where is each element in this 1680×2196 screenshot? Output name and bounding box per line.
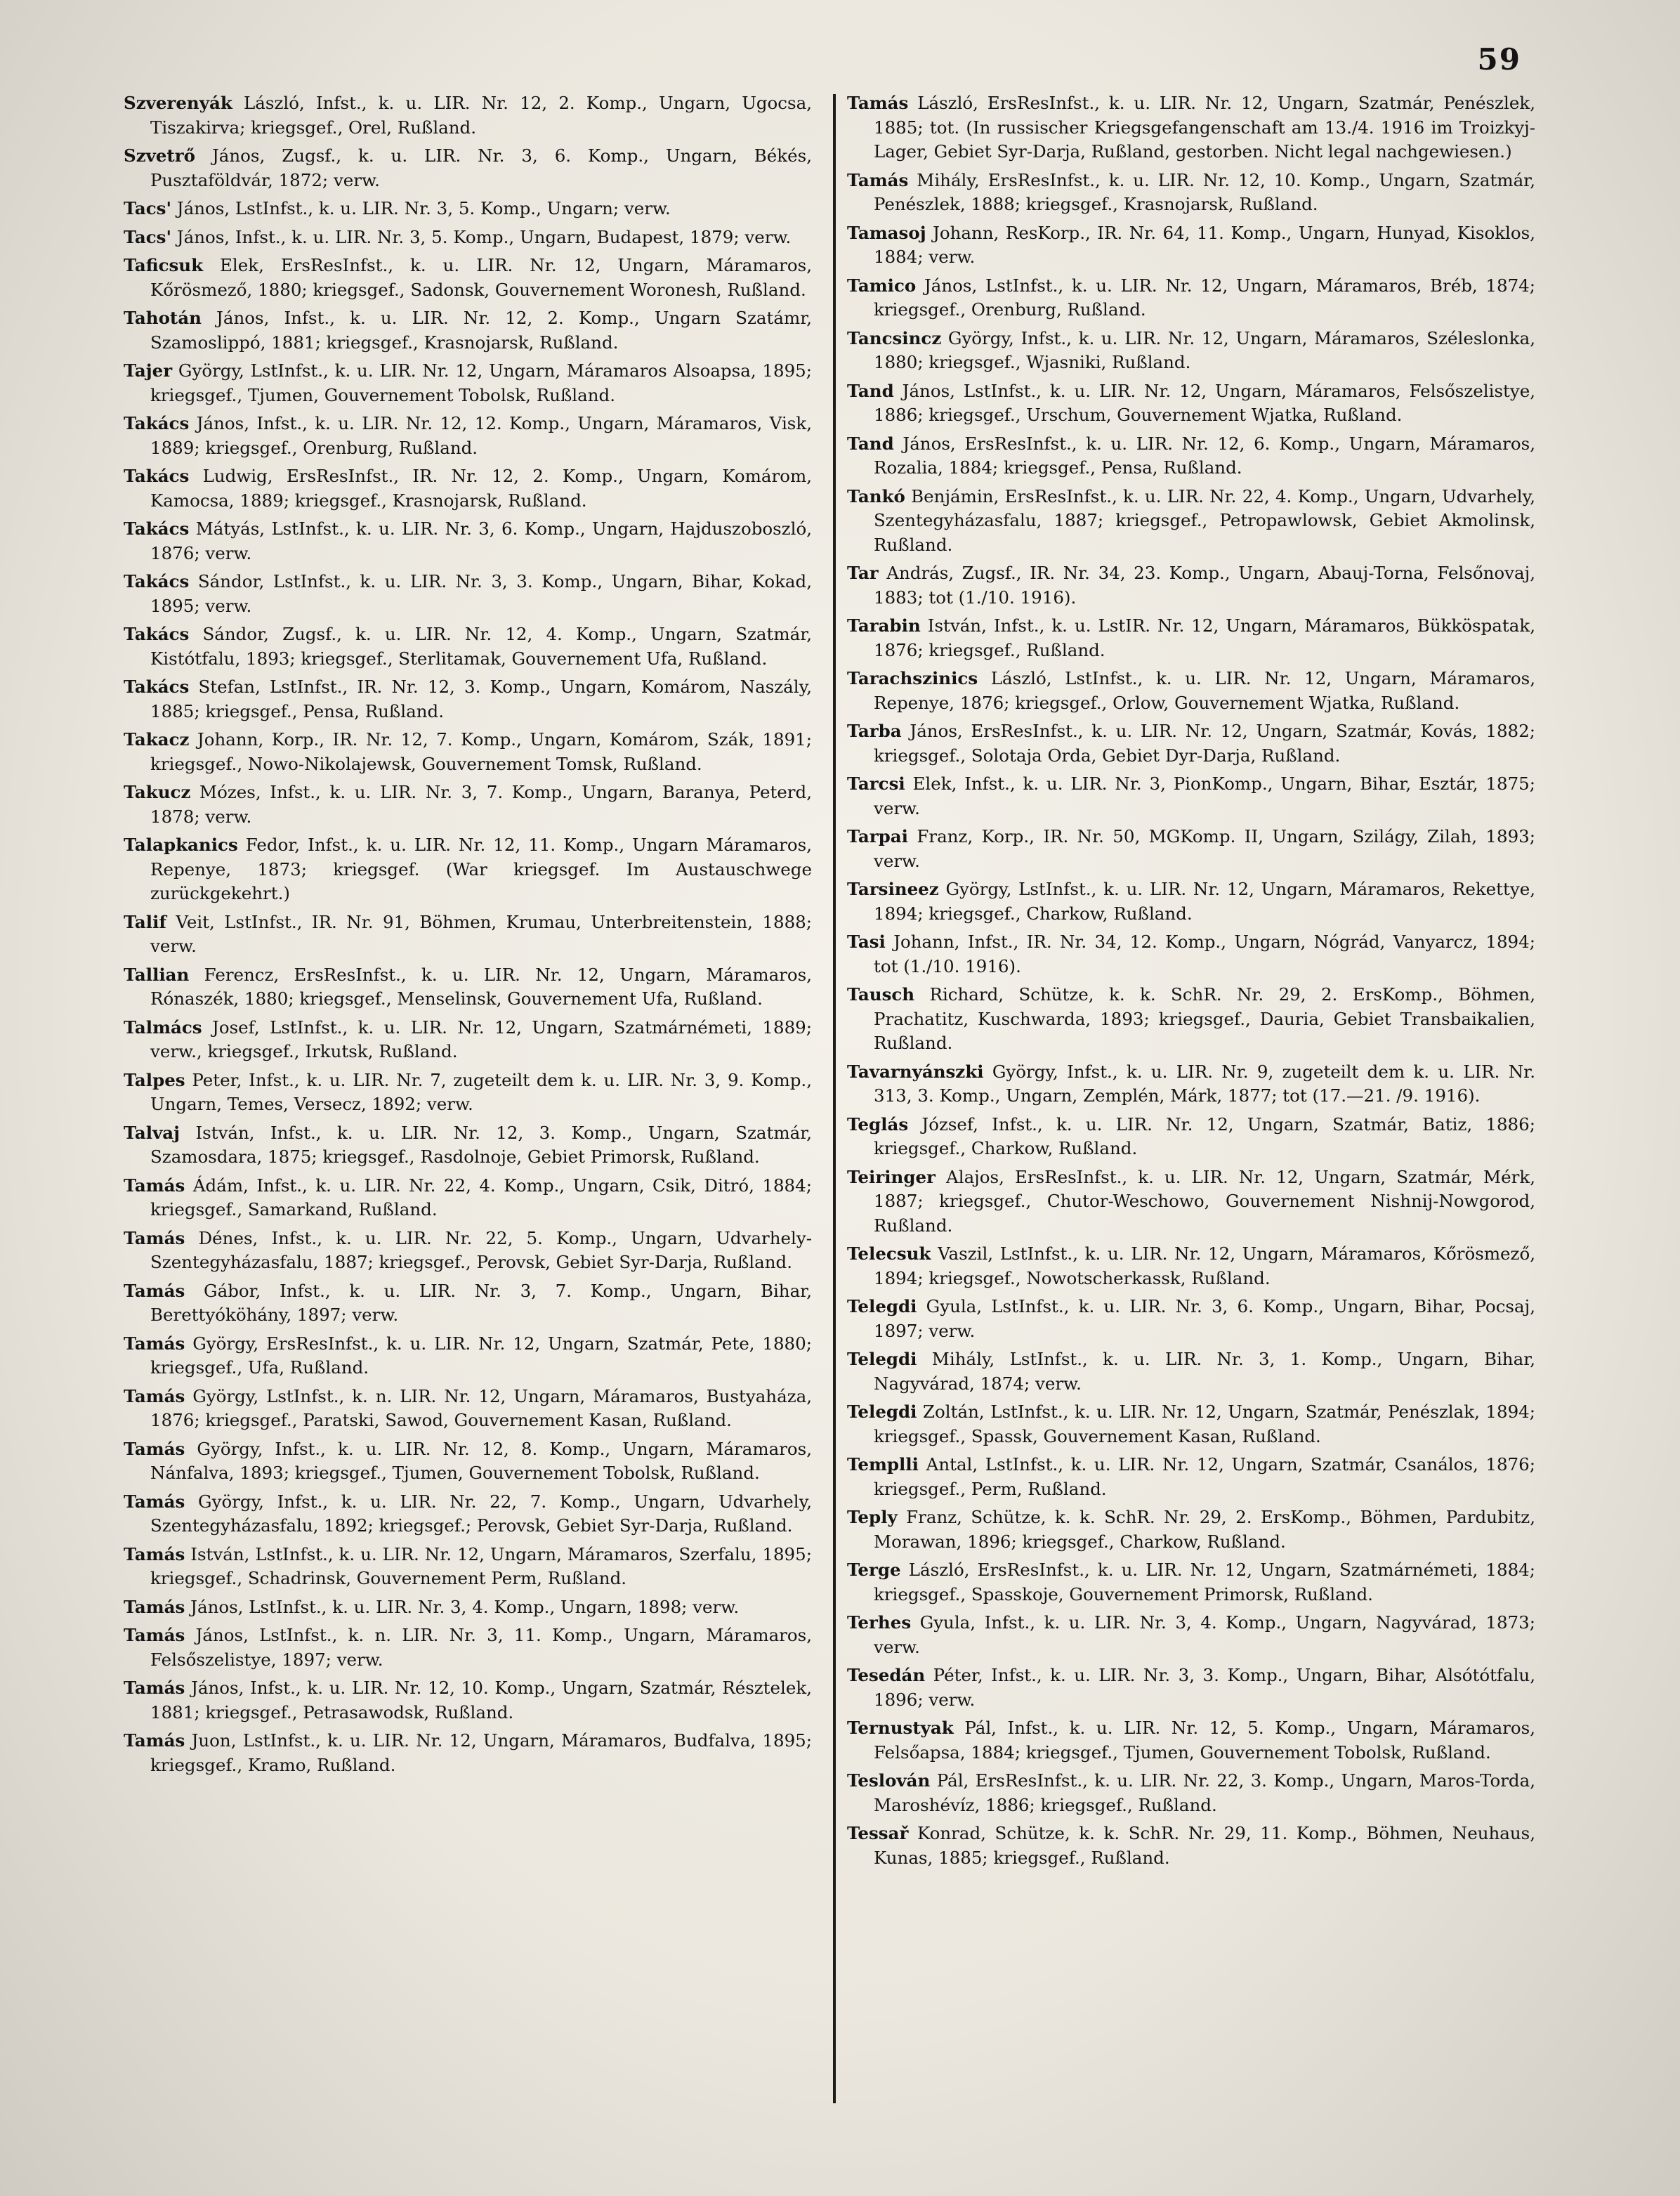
entry-details: Johann, ResKorp., IR. Nr. 64, 11. Komp., Ungarn, Hunyad, Kisoklos, 1884; verw. [874, 222, 1535, 267]
entry-surname: Terhes [847, 1612, 912, 1633]
entry-surname: Tajer [124, 360, 173, 381]
register-entry [124, 728, 812, 776]
register-entry [847, 274, 1535, 322]
register-entry [847, 719, 1535, 768]
entry-details: Mihály, ErsResInfst., k. u. LIR. Nr. 12, 10. Komp., Ungarn, Szatmár, Penészlek, 1888; kriegsgef., Krasnojarsk, Rußland. [874, 169, 1535, 214]
entry-surname: Tarsineez [847, 879, 939, 899]
register-entry [847, 1060, 1535, 1109]
entry-details: István, Infst., k. u. LstIR. Nr. 12, Ungarn, Máramaros, Bükköspatak, 1876; kriegsgef., Rußland. [874, 615, 1535, 660]
entry-details: László, Infst., k. u. LIR. Nr. 12, 2. Komp., Ungarn, Ugocsa, Tiszakirva; kriegsgef., Orel, Rußland. [150, 93, 812, 138]
register-entry [124, 1121, 812, 1170]
register-entry [124, 1174, 812, 1222]
entry-surname: Takács [124, 518, 190, 539]
register-entry [124, 197, 812, 221]
entry-details: Mózes, Infst., k. u. LIR. Nr. 3, 7. Komp., Ungarn, Baranya, Peterd, 1878; verw. [150, 782, 812, 827]
entry-surname: Tamás [124, 1625, 185, 1645]
register-entry [124, 622, 812, 671]
entry-details: János, LstInfst., k. u. LIR. Nr. 12, Ungarn, Máramaros, Bréb, 1874; kriegsgef., Orenburg, Rußland. [874, 275, 1535, 320]
entry-details: János, Zugsf., k. u. LIR. Nr. 3, 6. Komp., Ungarn, Békés, Pusztaföldvár, 1872; verw. [150, 145, 812, 190]
entry-details: Gyula, LstInfst., k. u. LIR. Nr. 3, 6. Komp., Ungarn, Bihar, Pocsaj, 1897; verw. [874, 1296, 1535, 1341]
entry-details: Antal, LstInfst., k. u. LIR. Nr. 12, Ungarn, Szatmár, Csanálos, 1876; kriegsgef., Perm, Rußland. [874, 1454, 1535, 1499]
entry-details: Peter, Infst., k. u. LIR. Nr. 7, zugeteilt dem k. u. LIR. Nr. 3, 9. Komp., Ungarn, Temes, Versecz, 1892; verw. [150, 1069, 812, 1114]
entry-details: László, LstInfst., k. u. LIR. Nr. 12, Ungarn, Máramaros, Repenye, 1876; kriegsgef., Orlow, Gouvernement Wjatka, Rußland. [874, 668, 1535, 713]
register-entry [124, 675, 812, 724]
entry-surname: Tancsincz [847, 327, 942, 348]
entry-surname: Tamasoj [847, 222, 926, 243]
entry-details: Fedor, Infst., k. u. LIR. Nr. 12, 11. Komp., Ungarn Máramaros, Repenye, 1873; kriegsgef. (War kriegsgef. Im Austauschwege zurückgekehrt.) [150, 835, 812, 903]
entry-details: János, Infst., k. u. LIR. Nr. 12, 12. Komp., Ungarn, Máramaros, Visk, 1889; kriegsgef., Orenburg, Rußland. [150, 413, 812, 458]
entry-details: György, Infst., k. u. LIR. Nr. 12, 8. Komp., Ungarn, Máramaros, Nánfalva, 1893; kriegsgef., Tjumen, Gouvernement Tobolsk, Rußland. [150, 1438, 812, 1483]
entry-surname: Tessař [847, 1823, 909, 1843]
register-entry [847, 327, 1535, 375]
entry-details: István, Infst., k. u. LIR. Nr. 12, 3. Komp., Ungarn, Szatmár, Szamosdara, 1875; kriegsgef., Rasdolnoje, Gebiet Primorsk, Rußland. [150, 1122, 812, 1167]
entry-details: Franz, Schütze, k. k. SchR. Nr. 29, 2. ErsKomp., Böhmen, Pardubitz, Morawan, 1896; kriegsgef., Charkow, Rußland. [874, 1507, 1535, 1552]
entry-details: Pál, Infst., k. u. LIR. Nr. 12, 5. Komp., Ungarn, Máramaros, Felsőapsa, 1884; kriegsgef., Tjumen, Gouvernement Tobolsk, Rußland. [874, 1718, 1535, 1763]
entry-details: Dénes, Infst., k. u. LIR. Nr. 22, 5. Komp., Ungarn, Udvarhely-Szentegyházasfalu, 1887; kriegsgef., Perovsk, Gebiet Syr-Darja, Rußland. [150, 1227, 812, 1272]
register-entry [124, 412, 812, 460]
register-entry [847, 667, 1535, 715]
entry-details: Mátyás, LstInfst., k. u. LIR. Nr. 3, 6. Komp., Ungarn, Hajduszoboszló, 1876; verw. [150, 518, 812, 563]
entry-details: Stefan, LstInfst., IR. Nr. 12, 3. Komp., Ungarn, Komárom, Naszály, 1885; kriegsgef., Pensa, Rußland. [150, 677, 812, 721]
entry-details: György, Infst., k. u. LIR. Nr. 22, 7. Komp., Ungarn, Udvarhely, Szentegyházasfalu, 1892; kriegsgef.; Perovsk, Gebiet Syr-Darja, Rußland. [150, 1491, 812, 1536]
register-entry [847, 1165, 1535, 1238]
entry-surname: Terge [847, 1560, 901, 1580]
entry-surname: Talmács [124, 1017, 202, 1038]
register-entry [124, 1385, 812, 1433]
register-entry [124, 1729, 812, 1777]
entry-details: Konrad, Schütze, k. k. SchR. Nr. 29, 11. Komp., Böhmen, Neuhaus, Kunas, 1885; kriegsgef., Rußland. [874, 1823, 1535, 1868]
register-entry [124, 1623, 812, 1672]
entry-surname: Takács [124, 413, 190, 433]
entry-surname: Templli [847, 1454, 919, 1475]
entry-details: János, LstInfst., k. u. LIR. Nr. 3, 4. Komp., Ungarn, 1898; verw. [185, 1596, 740, 1617]
register-entry [847, 825, 1535, 873]
page-number: 59 [1477, 42, 1521, 77]
register-entry [847, 1453, 1535, 1501]
entry-surname: Szverenyák [124, 93, 232, 113]
register-entry [124, 1068, 812, 1117]
entry-details: Elek, ErsResInfst., k. u. LIR. Nr. 12, Ungarn, Máramaros, Kőrösmező, 1880; kriegsgef., Sadonsk, Gouvernement Woronesh, Rußland. [150, 255, 812, 300]
register-entry [124, 226, 812, 250]
entry-surname: Ternustyak [847, 1718, 954, 1738]
entry-details: Alajos, ErsResInfst., k. u. LIR. Nr. 12, Ungarn, Szatmár, Mérk, 1887; kriegsgef., Chutor-Weschowo, Gouvernement Nishnij-Nowgorod, Rußland. [874, 1166, 1535, 1236]
entry-surname: Tamás [124, 1596, 185, 1617]
register-entry [847, 1505, 1535, 1554]
entry-surname: Talpes [124, 1069, 185, 1090]
entry-details: Juon, LstInfst., k. u. LIR. Nr. 12, Ungarn, Máramaros, Budfalva, 1895; kriegsgef., Kramo, Rußland. [150, 1730, 812, 1775]
entry-surname: Takács [124, 466, 190, 486]
entry-surname: Tarcsi [847, 773, 905, 794]
entry-surname: Teglás [847, 1113, 909, 1135]
entry-surname: Talvaj [124, 1122, 181, 1143]
entry-surname: Telegdi [847, 1401, 917, 1422]
entry-surname: Tamás [124, 1438, 185, 1459]
entry-details: György, LstInfst., k. u. LIR. Nr. 12, Ungarn, Máramaros, Rekettye, 1894; kriegsgef., Charkow, Rußland. [874, 879, 1535, 924]
register-entry [847, 485, 1535, 558]
entry-surname: Tamás [847, 169, 909, 190]
entry-surname: Tamás [124, 1175, 185, 1196]
entry-details: János, LstInfst., k. n. LIR. Nr. 3, 11. Komp., Ungarn, Máramaros, Felsőszelistye, 1897; verw. [150, 1625, 812, 1670]
entry-surname: Teiringer [847, 1166, 936, 1187]
entry-surname: Takács [124, 677, 190, 697]
entry-details: György, LstInfst., k. n. LIR. Nr. 12, Ungarn, Máramaros, Bustyaháza, 1876; kriegsgef., Paratski, Sawod, Gouvernement Kasan, Rußland. [150, 1385, 812, 1430]
entry-surname: Tamás [124, 1385, 185, 1406]
entry-surname: Tahotán [124, 308, 202, 328]
register-entry [847, 561, 1535, 610]
register-entry [124, 780, 812, 829]
entry-surname: Tar [847, 563, 879, 583]
register-entry [124, 254, 812, 302]
entry-details: János, ErsResInfst., k. u. LIR. Nr. 12, Ungarn, Szatmár, Kovás, 1882; kriegsgef., Solotaja Orda, Gebiet Dyr-Darja, Rußland. [874, 721, 1535, 766]
register-entry [847, 221, 1535, 270]
entry-surname: Tasi [847, 932, 886, 952]
register-entry [847, 1664, 1535, 1712]
register-entry [124, 464, 812, 513]
entry-surname: Tand [847, 380, 894, 401]
register-entry [847, 1400, 1535, 1449]
entry-details: Ludwig, ErsResInfst., IR. Nr. 12, 2. Komp., Ungarn, Komárom, Kamocsa, 1889; kriegsgef., Krasnojarsk, Rußland. [150, 466, 812, 511]
register-entry [124, 517, 812, 566]
entry-surname: Tacs' [124, 198, 171, 218]
entry-details: Gyula, Infst., k. u. LIR. Nr. 3, 4. Komp., Ungarn, Nagyvárad, 1873; verw. [874, 1612, 1535, 1657]
register-entry [124, 1332, 812, 1380]
entry-surname: Tamás [124, 1333, 185, 1354]
entry-surname: Tacs' [124, 226, 171, 247]
entry-details: László, ErsResInfst., k. u. LIR. Nr. 12, Ungarn, Szatmárnémeti, 1884; kriegsgef., Spasskoje, Gouvernement Primorsk, Rußland. [874, 1560, 1535, 1604]
entry-surname: Tallian [124, 964, 190, 985]
entry-details: János, LstInfst., k. u. LIR. Nr. 3, 5. Komp., Ungarn; verw. [171, 198, 671, 218]
register-entry [124, 1676, 812, 1725]
entry-details: András, Zugsf., IR. Nr. 34, 23. Komp., Ungarn, Abauj-Torna, Felsőnovaj, 1883; tot (1./10. 1916). [874, 563, 1535, 608]
register-entry [124, 833, 812, 906]
entry-details: János, Infst., k. u. LIR. Nr. 12, 2. Komp., Ungarn Szatámr, Szamoslippó, 1881; kriegsgef., Krasnojarsk, Rußland. [150, 308, 812, 353]
entry-details: Ádám, Infst., k. u. LIR. Nr. 22, 4. Komp., Ungarn, Csik, Ditró, 1884; kriegsgef., Samarkand, Rußland. [150, 1175, 812, 1220]
entry-surname: Takucz [124, 782, 191, 802]
register-entry [847, 614, 1535, 662]
entry-surname: Szvetrő [124, 145, 195, 166]
entry-surname: Takacz [124, 729, 190, 750]
register-entry [124, 1437, 812, 1486]
entry-details: Mihály, LstInfst., k. u. LIR. Nr. 3, 1. Komp., Ungarn, Bihar, Nagyvárad, 1874; verw. [874, 1349, 1535, 1394]
register-entry [847, 1347, 1535, 1396]
entry-surname: Tesedán [847, 1665, 926, 1685]
entry-surname: Tarabin [847, 615, 921, 636]
entry-surname: Talif [124, 911, 166, 932]
register-entry [124, 1595, 812, 1620]
entry-details: György, Infst., k. u. LIR. Nr. 9, zugeteilt dem k. u. LIR. Nr. 313, 3. Komp., Ungarn, Zemplén, Márk, 1877; tot (17.—21. /9. 1916). [874, 1061, 1535, 1106]
entry-details: Josef, LstInfst., k. u. LIR. Nr. 12, Ungarn, Szatmárnémeti, 1889; verw., kriegsgef., Irkutsk, Rußland. [150, 1017, 812, 1061]
entry-details: Zoltán, LstInfst., k. u. LIR. Nr. 12, Ungarn, Szatmár, Penészlak, 1894; kriegsgef., Spassk, Gouvernement Kasan, Rußland. [874, 1401, 1535, 1446]
entry-surname: Taficsuk [124, 255, 204, 275]
entry-details: Sándor, LstInfst., k. u. LIR. Nr. 3, 3. Komp., Ungarn, Bihar, Kokad, 1895; verw. [150, 571, 812, 616]
register-entry [847, 877, 1535, 926]
entry-surname: Tamás [124, 1227, 185, 1248]
entry-surname: Tamás [124, 1280, 185, 1301]
entry-details: János, LstInfst., k. u. LIR. Nr. 12, Ungarn, Máramaros, Felsőszelistye, 1886; kriegsgef., Urschum, Gouvernement Wjatka, Rußland. [874, 380, 1535, 425]
entry-surname: Takács [124, 624, 190, 644]
entry-surname: Tausch [847, 984, 915, 1005]
register-entry [124, 1279, 812, 1328]
entry-details: János, Infst., k. u. LIR. Nr. 3, 5. Komp., Ungarn, Budapest, 1879; verw. [171, 226, 792, 247]
register-entry [847, 1611, 1535, 1659]
left-column [124, 91, 812, 1782]
register-entry [124, 570, 812, 618]
register-entry [847, 1822, 1535, 1870]
entry-surname: Tamás [124, 1730, 185, 1751]
entry-surname: Talapkanics [124, 835, 238, 855]
register-entry [847, 1769, 1535, 1817]
entry-details: Vaszil, LstInfst., k. u. LIR. Nr. 12, Ungarn, Máramaros, Kőrösmező, 1894; kriegsgef., Nowotscherkassk, Rußland. [874, 1243, 1535, 1288]
register-entry [847, 1242, 1535, 1290]
register-entry [847, 1113, 1535, 1161]
register-entry [124, 1016, 812, 1064]
entry-details: Péter, Infst., k. u. LIR. Nr. 3, 3. Komp., Ungarn, Bihar, Alsótótfalu, 1896; verw. [874, 1665, 1535, 1710]
entry-surname: Tarpai [847, 826, 908, 847]
entry-details: József, Infst., k. u. LIR. Nr. 12, Ungarn, Szatmár, Batiz, 1886; kriegsgef., Charkow, Rußland. [874, 1113, 1535, 1158]
right-column [847, 91, 1535, 1874]
entry-surname: Tand [847, 433, 894, 454]
entry-details: Johann, Infst., IR. Nr. 34, 12. Komp., Ungarn, Nógrád, Vanyarcz, 1894; tot (1./10. 1916). [874, 932, 1535, 976]
entry-surname: Tarba [847, 721, 902, 741]
entry-details: János, ErsResInfst., k. u. LIR. Nr. 12, 6. Komp., Ungarn, Máramaros, Rozalia, 1884; kriegsgef., Pensa, Rußland. [874, 433, 1535, 478]
register-entry [847, 1558, 1535, 1607]
entry-details: Franz, Korp., IR. Nr. 50, MGKomp. II, Ungarn, Szilágy, Zilah, 1893; verw. [874, 826, 1535, 871]
entry-surname: Tankó [847, 485, 905, 506]
register-entry [847, 379, 1535, 428]
entry-surname: Tavarnyánszki [847, 1061, 984, 1082]
entry-details: Elek, Infst., k. u. LIR. Nr. 3, PionKomp., Ungarn, Bihar, Esztár, 1875; verw. [874, 773, 1535, 818]
register-entry [847, 983, 1535, 1056]
entry-surname: Tamás [847, 93, 909, 113]
entry-surname: Tamás [124, 1678, 185, 1698]
entry-surname: Takács [124, 571, 190, 592]
entry-surname: Telegdi [847, 1296, 917, 1316]
entry-details: Sándor, Zugsf., k. u. LIR. Nr. 12, 4. Komp., Ungarn, Szatmár, Kistótfalu, 1893; kriegsgef., Sterlitamak, Gouvernement Ufa, Rußland. [150, 624, 812, 669]
register-entry [847, 432, 1535, 481]
entry-details: István, LstInfst., k. u. LIR. Nr. 12, Ungarn, Máramaros, Szerfalu, 1895; kriegsgef., Schadrinsk, Gouvernement Perm, Rußland. [150, 1543, 812, 1588]
entry-details: Richard, Schütze, k. k. SchR. Nr. 29, 2. ErsKomp., Böhmen, Prachatitz, Kuschwarda, 1893; kriegsgef., Dauria, Gebiet Transbaikalien, Rußland. [874, 984, 1535, 1053]
register-entry [847, 91, 1535, 164]
entry-details: György, Infst., k. u. LIR. Nr. 12, Ungarn, Máramaros, Széleslonka, 1880; kriegsgef., Wjasniki, Rußland. [874, 327, 1535, 372]
entry-surname: Telecsuk [847, 1243, 931, 1264]
register-entry [124, 1543, 812, 1591]
register-entry [124, 1227, 812, 1275]
register-entry [847, 169, 1535, 217]
register-entry [124, 963, 812, 1012]
register-entry [847, 772, 1535, 821]
entry-surname: Tamico [847, 275, 917, 296]
entry-details: Pál, ErsResInfst., k. u. LIR. Nr. 22, 3. Komp., Ungarn, Maros-Torda, Maroshévíz, 1886; kriegsgef., Rußland. [874, 1770, 1535, 1815]
entry-details: Ferencz, ErsResInfst., k. u. LIR. Nr. 12, Ungarn, Máramaros, Rónaszék, 1880; kriegsgef., Menselinsk, Gouvernement Ufa, Rußland. [150, 964, 812, 1009]
register-entry [124, 144, 812, 192]
register-entry [124, 910, 812, 959]
column-divider [833, 94, 836, 2103]
entry-details: János, Infst., k. u. LIR. Nr. 12, 10. Komp., Ungarn, Szatmár, Résztelek, 1881; kriegsgef., Petrasawodsk, Rußland. [150, 1678, 812, 1723]
register-entry [124, 91, 812, 140]
entry-details: Johann, Korp., IR. Nr. 12, 7. Komp., Ungarn, Komárom, Szák, 1891; kriegsgef., Nowo-Nikolajewsk, Gouvernement Tomsk, Rußland. [150, 729, 812, 774]
register-entry [847, 1716, 1535, 1765]
entry-details: György, LstInfst., k. u. LIR. Nr. 12, Ungarn, Máramaros Alsoapsa, 1895; kriegsgef., Tjumen, Gouvernement Tobolsk, Rußland. [150, 360, 812, 405]
entry-details: György, ErsResInfst., k. u. LIR. Nr. 12, Ungarn, Szatmár, Pete, 1880; kriegsgef., Ufa, Rußland. [150, 1333, 812, 1378]
register-entry [124, 1490, 812, 1538]
entry-surname: Tamás [124, 1543, 185, 1564]
entry-surname: Tarachszinics [847, 668, 978, 688]
register-entry [124, 359, 812, 407]
entry-details: Benjámin, ErsResInfst., k. u. LIR. Nr. 22, 4. Komp., Ungarn, Udvarhely, Szentegyházasfalu, 1887; kriegsgef., Petropawlowsk, Gebiet Akmolinsk, Rußland. [874, 485, 1535, 555]
register-entry [847, 930, 1535, 979]
entry-details: László, ErsResInfst., k. u. LIR. Nr. 12, Ungarn, Szatmár, Penészlek, 1885; tot. (In russischer Kriegsgefangenschaft am 13./4. 1916 im Troizkyj-Lager, Gebiet Syr-Darja, Rußland, gestorben. Nicht legal nachgewiesen.) [874, 93, 1535, 162]
entry-surname: Telegdi [847, 1349, 917, 1369]
entry-details: Veit, LstInfst., IR. Nr. 91, Böhmen, Krumau, Unterbreitenstein, 1888; verw. [150, 911, 812, 956]
register-entry [124, 306, 812, 355]
entry-surname: Tamás [124, 1491, 185, 1512]
register-entry [847, 1295, 1535, 1343]
entry-surname: Teply [847, 1507, 898, 1527]
entry-surname: Teslován [847, 1770, 931, 1791]
entry-details: Gábor, Infst., k. u. LIR. Nr. 3, 7. Komp., Ungarn, Bihar, Berettyóköhány, 1897; verw. [150, 1280, 812, 1325]
